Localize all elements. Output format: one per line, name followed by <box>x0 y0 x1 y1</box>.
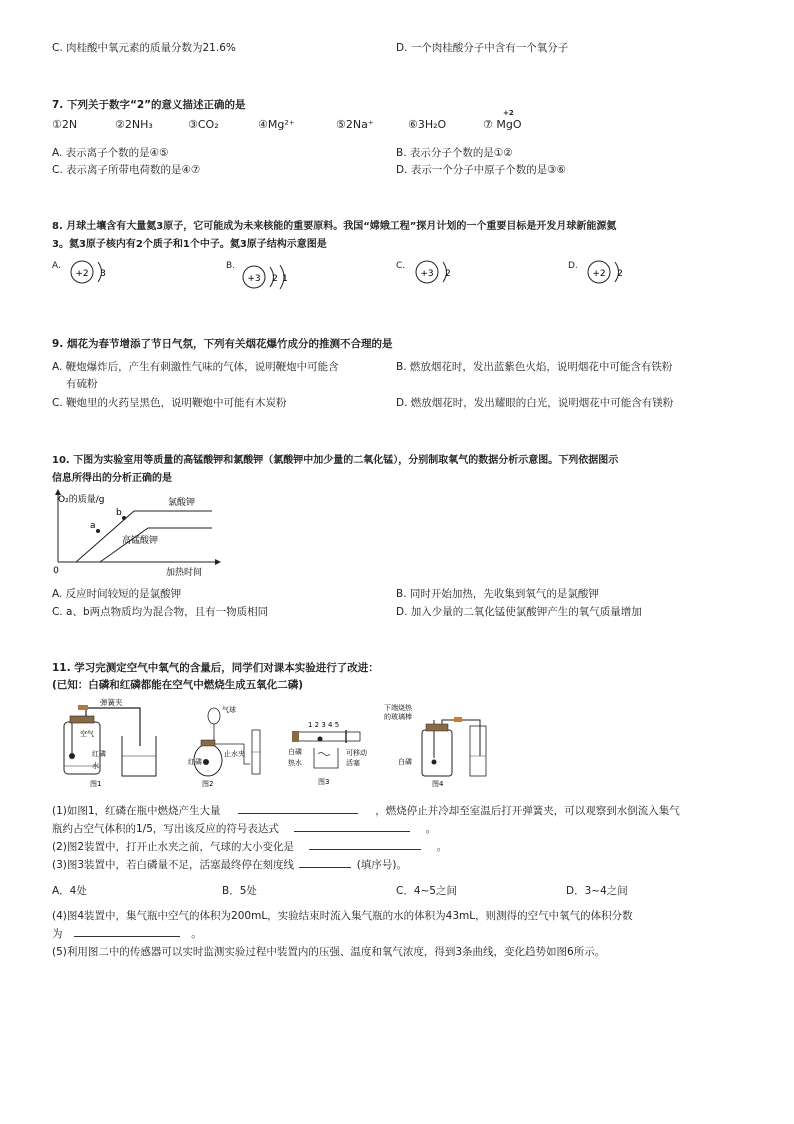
q7-stem: 7. 下列关于数字“2”的意义描述正确的是 <box>52 99 246 111</box>
q9-option-a-line1: A. 鞭炮爆炸后，产生有刺激性气味的气体，说明鞭炮中可能含 <box>52 361 339 373</box>
fig3-movable-label: 可移动 <box>346 749 367 757</box>
q11-s4-line1: (4)图4装置中，集气瓶中空气的体积为200mL，实验结束时流入集气瓶的水的体积为43mL，则测得的空气中氧气的体积分数 <box>52 910 633 922</box>
fig3-hot-water-label: 热水 <box>288 759 302 767</box>
fig1-red-phosphorus-label: 红磷 <box>92 750 106 758</box>
q11-s1-line2: 瓶约占空气体积的1/5，写出该反应的符号表达式 。 <box>52 823 437 835</box>
q10-stem-line1: 10. 下图为实验室用等质量的高锰酸钾和氯酸钾（氯酸钾中加少量的二氧化锰），分别制取氧气的数据分析示意图。下列依据图示 <box>52 455 619 466</box>
fig3-scale: 1 2 3 4 5 <box>308 721 340 729</box>
spring-clamp <box>78 705 88 710</box>
fig4-rod-label-2: 的玻璃棒 <box>384 713 412 721</box>
balloon <box>208 708 220 724</box>
fig1-caption: 图1 <box>90 780 102 788</box>
q7-item-4: ④Mg²⁺ <box>258 118 295 131</box>
q11-s3-blank[interactable] <box>299 857 351 868</box>
q6-option-d: D. 一个肉桂酸分子中含有一个氧分子 <box>396 42 569 54</box>
q9-option-b: B. 燃放烟花时，发出蓝紫色火焰，说明烟花中可能含有铁粉 <box>396 361 673 373</box>
point-b-label: b <box>116 508 122 518</box>
series-label-kmno4: 高锰酸钾 <box>122 536 159 546</box>
fig4-caption: 图4 <box>432 780 444 788</box>
q7-option-b: B. 表示分子个数的是①② <box>396 147 513 159</box>
q7-item-7-valence: +2 <box>503 109 514 117</box>
fig2-red-phosphorus-label: 红磷 <box>188 758 202 766</box>
q10-option-a: A. 反应时间较短的是氯酸钾 <box>52 588 182 600</box>
q11-s3-option-c: C．4~5之间 <box>396 885 457 897</box>
q11-stem: 11. 学习完测定空气中氧气的含量后，同学们对课本实验进行了改进： <box>52 662 379 674</box>
q11-figure-3 <box>288 718 378 788</box>
q11-s3-option-b: B．5处 <box>222 885 257 897</box>
series-label-kclo3: 氯酸钾 <box>168 498 196 508</box>
gas-bottle <box>422 730 452 776</box>
q10-option-b: B. 同时开始加热，先收集到氧气的是氯酸钾 <box>396 588 599 600</box>
q7-item-3: ③CO₂ <box>188 118 219 131</box>
graduated-cylinder <box>470 726 486 776</box>
q7-option-a: A. 表示离子个数的是④⑤ <box>52 147 169 159</box>
shell-a-1: 3 <box>100 269 106 279</box>
q11-figure-1 <box>50 696 160 788</box>
q7-option-d: D. 表示一个分子中原子个数的是③⑥ <box>396 164 567 176</box>
shell-d-1: 2 <box>617 269 623 279</box>
fig2-caption: 图2 <box>202 780 214 788</box>
q6-option-c: C. 肉桂酸中氧元素的质量分数为21.6% <box>52 42 236 54</box>
q11-note: (已知：白磷和红磷都能在空气中燃烧生成五氧化二磷) <box>52 679 304 691</box>
q8-label-b: B. <box>226 261 236 271</box>
q10-chart <box>48 486 223 578</box>
q11-s2-blank[interactable] <box>309 839 421 850</box>
q8-atom-diagram-b <box>240 262 300 294</box>
fig1-air-label: 空气 <box>80 730 94 738</box>
q7-item-6: ⑥3H₂O <box>408 118 447 131</box>
q11-s2: (2)图2装置中，打开止水夹之前，气球的大小变化是 。 <box>52 841 448 853</box>
q11-s1-blank-1[interactable] <box>238 803 358 814</box>
fig3-caption: 图3 <box>318 778 330 786</box>
point-b <box>122 516 126 520</box>
q9-option-d: D. 燃放烟花时，发出耀眼的白光，说明烟花中可能含有镁粉 <box>396 397 674 409</box>
fig1-water-label: 水 <box>92 762 99 770</box>
q10-option-c: C. a、b两点物质均为混合物，且有一物质相同 <box>52 606 269 618</box>
q11-figure-4 <box>384 702 494 788</box>
x-axis-label: 加热时间 <box>166 568 203 578</box>
shell-b-2: 1 <box>282 274 288 284</box>
q10-option-d: D. 加入少量的二氧化锰使氯酸钾产生的氧气质量增加 <box>396 606 642 618</box>
fig1-spring-clamp-label: 弹簧夹 <box>100 698 123 707</box>
shell-b-1: 2 <box>272 274 278 284</box>
fig2-water-clamp-label: 止水夹 <box>224 750 245 758</box>
stopper <box>70 716 94 723</box>
shell-c-1: 2 <box>445 269 451 279</box>
q8-atom-diagram-d <box>585 258 635 288</box>
nucleus-b: +3 <box>247 274 261 284</box>
q11-s1-line1: (1)如图1，红磷在瓶中燃烧产生大量 ，燃烧停止并冷却至室温后打开弹簧夹，可以观察到水倒流入集气 <box>52 805 680 817</box>
fig4-rod-label-1: 下端烧热 <box>384 704 412 712</box>
q11-s1-blank-2[interactable] <box>294 821 410 832</box>
q11-s3-option-d: D．3~4之间 <box>566 885 628 897</box>
fig3-white-phosphorus-label: 白磷 <box>288 748 302 756</box>
q9-option-a-line2: 有硫粉 <box>66 378 98 390</box>
point-a-label: a <box>90 521 96 531</box>
q8-label-d: D. <box>568 261 578 271</box>
nucleus-d: +2 <box>592 269 606 279</box>
fig4-white-phosphorus-label: 白磷 <box>398 758 412 766</box>
q7-item-5: ⑤2Na⁺ <box>336 118 374 131</box>
q8-label-a: A. <box>52 261 61 271</box>
q11-s4-blank[interactable] <box>74 926 180 937</box>
q11-s3: (3)图3装置中，若白磷量不足，活塞最终停在刻度线 (填序号)。 <box>52 859 407 871</box>
q7-item-1: ①2N <box>52 118 78 131</box>
q7-item-7: ⑦ MgO <box>483 118 522 131</box>
y-axis-label: O₂的质量/g <box>58 495 105 505</box>
glass-tube <box>298 732 360 741</box>
q11-s5: (5)利用图二中的传感器可以实时监测实验过程中装置内的压强、温度和氧气浓度，得到3条曲线，变化趋势如图6所示。 <box>52 946 606 958</box>
q8-stem-line1: 8. 月球土壤含有大量氦3原子，它可能成为未来核能的重要原料。我国“嫦娥工程”探月计划的一个重要目标是开发月球新能源氦 <box>52 221 617 232</box>
q8-atom-diagram-a <box>68 258 118 288</box>
point-a <box>96 529 100 533</box>
q8-label-c: C. <box>396 261 406 271</box>
q9-option-c: C. 鞭炮里的火药呈黑色，说明鞭炮中可能有木炭粉 <box>52 397 287 409</box>
connecting-tube <box>86 708 140 746</box>
nucleus-c: +3 <box>420 269 434 279</box>
nucleus-a: +2 <box>75 269 89 279</box>
q7-item-2: ②2NH₃ <box>115 118 153 131</box>
q9-stem: 9. 烟花为春节增添了节日气氛，下列有关烟花爆竹成分的推测不合理的是 <box>52 338 393 350</box>
q10-stem-line2: 信息所得出的分析正确的是 <box>52 473 172 484</box>
q11-s4-line2: 为 。 <box>52 928 202 940</box>
fig3-piston-label: 活塞 <box>346 759 360 767</box>
tube-stopper <box>292 731 299 742</box>
origin-label: 0 <box>53 566 59 576</box>
fig2-balloon-label: 气球 <box>222 706 236 714</box>
q7-option-c: C. 表示离子所带电荷数的是④⑦ <box>52 164 201 176</box>
q8-atom-diagram-c <box>413 258 463 288</box>
q8-stem-line2: 3。氦3原子核内有2个质子和1个中子。氦3原子结构示意图是 <box>52 239 327 250</box>
q11-s3-option-a: A．4处 <box>52 885 87 897</box>
q11-figure-2 <box>188 702 288 788</box>
